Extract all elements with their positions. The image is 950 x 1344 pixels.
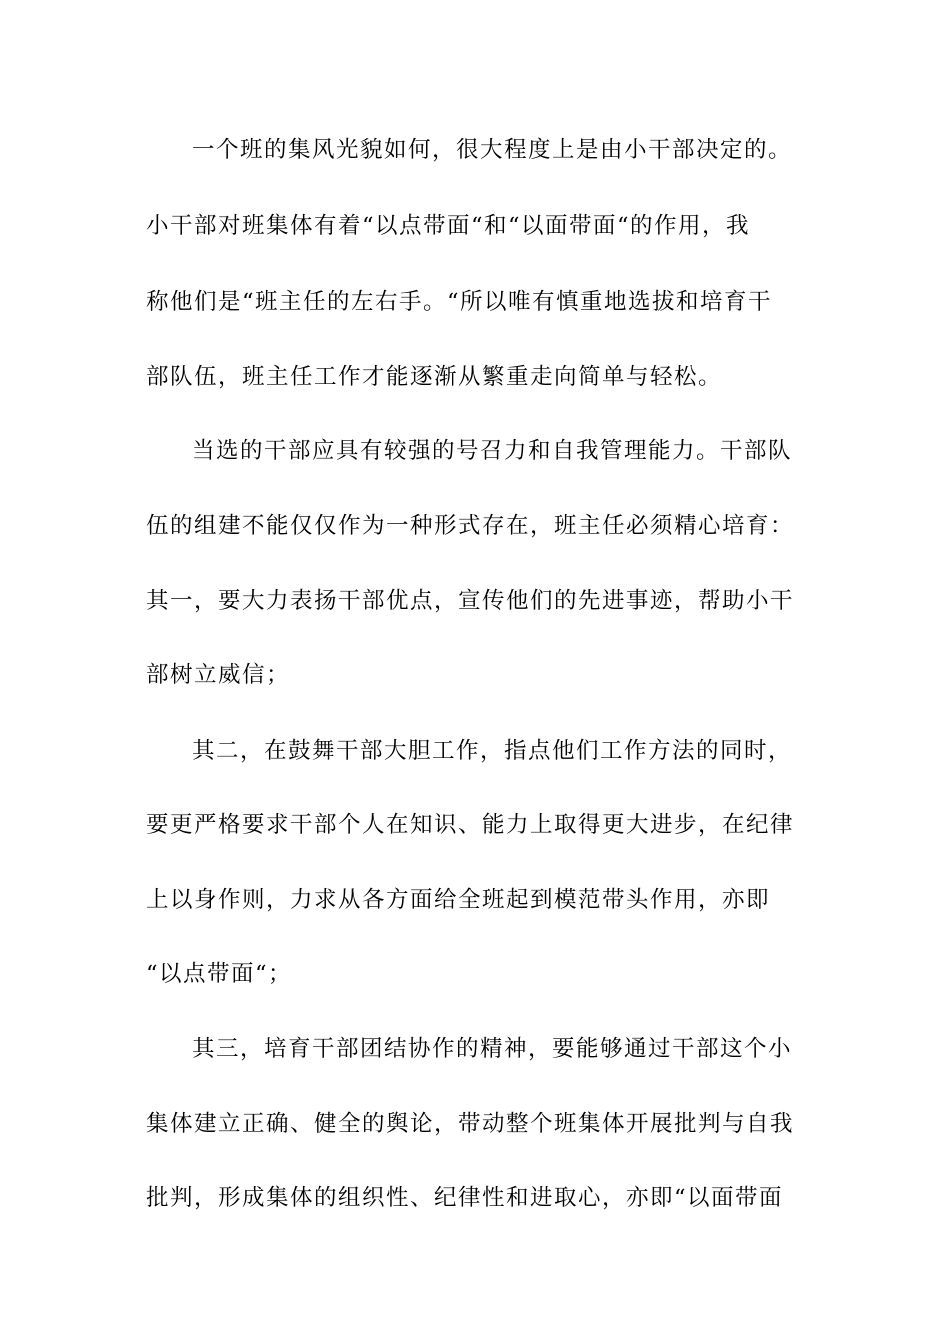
text-line-14: 集体建立正确、健全的舆论，带动整个班集体开展批判与自我 — [146, 1111, 795, 1137]
text-line-3: 称他们是“班主任的左右手。“所以唯有慎重地选拔和培育干 — [146, 289, 773, 315]
text-line-9: 其二，在鼓舞干部大胆工作，指点他们工作方法的同时， — [192, 738, 793, 764]
text-line-2: 小干部对班集体有着“以点带面“和“以面带面“的作用，我 — [146, 213, 751, 239]
text-line-15: 批判，形成集体的组织性、纪律性和进取心，亦即“以面带面 — [146, 1185, 784, 1211]
text-line-11: 上以身作则，力求从各方面给全班起到模范带头作用，亦即 — [146, 887, 771, 913]
text-line-13: 其三，培育干部团结协作的精神，要能够通过干部这个小 — [192, 1036, 793, 1062]
text-line-7: 其一，要大力表扬干部优点，宣传他们的先进事迹，帮助小干 — [146, 588, 795, 614]
text-line-5: 当选的干部应具有较强的号召力和自我管理能力。干部队 — [192, 438, 793, 464]
text-line-6: 伍的组建不能仅仅作为一种形式存在，班主任必须精心培育： — [146, 513, 795, 539]
text-line-8: 部树立威信； — [146, 662, 291, 688]
text-line-12: “以点带面“； — [146, 961, 293, 987]
text-line-1: 一个班的集风光貌如何，很大程度上是由小干部决定的。 — [192, 137, 793, 163]
text-line-10: 要更严格要求干部个人在知识、能力上取得更大进步，在纪律 — [146, 812, 795, 838]
text-line-4: 部队伍，班主任工作才能逐渐从繁重走向简单与轻松。 — [146, 364, 723, 390]
